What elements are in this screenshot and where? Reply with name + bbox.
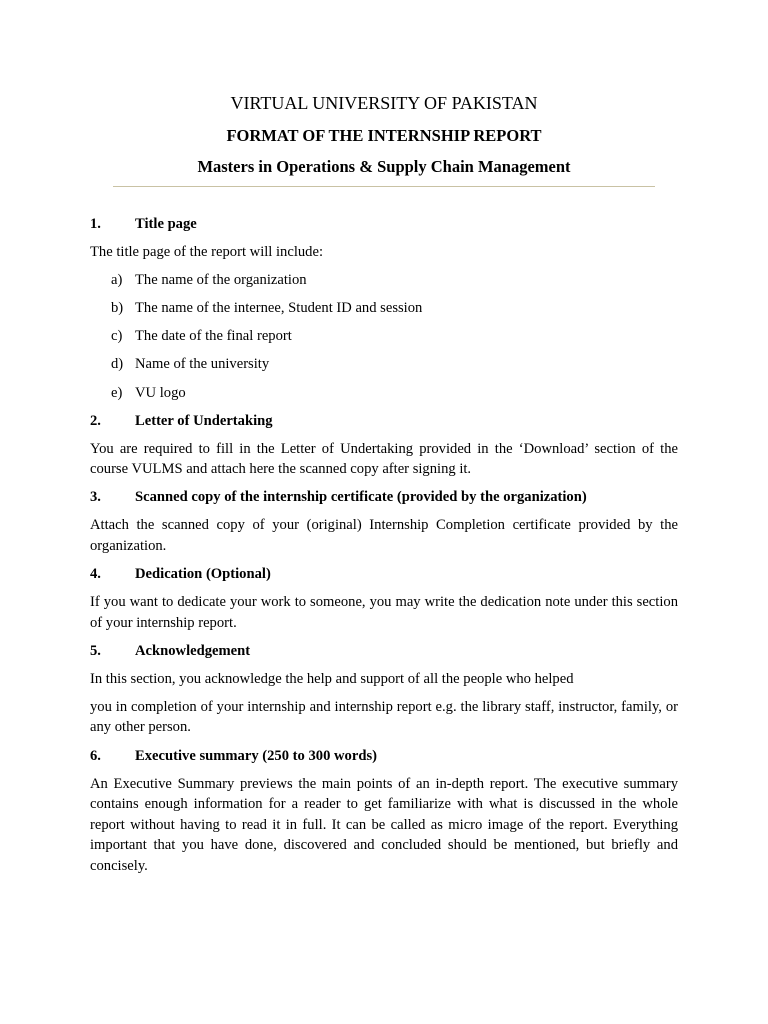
section-title: Acknowledgement — [135, 642, 251, 659]
section-paragraph: you in completion of your internship and internship report e.g. the library staff, instructor, family, or any other person. — [90, 698, 678, 736]
section-paragraph: In this section, you acknowledge the help and support of all the people who helped — [90, 670, 574, 687]
list-item-text: The name of the organization — [135, 272, 307, 289]
list-item-text: The date of the final report — [135, 328, 292, 345]
section-heading-title-page — [90, 214, 678, 235]
section-number: 5. — [90, 642, 101, 659]
section-number: 6. — [90, 747, 101, 764]
title-divider — [113, 186, 655, 187]
list-item-text: VU logo — [135, 384, 186, 401]
section-intro: The title page of the report will include: — [90, 244, 324, 261]
section-title: Dedication (Optional) — [135, 566, 271, 583]
section-number: 2. — [90, 412, 101, 429]
section-number: 3. — [90, 489, 101, 506]
report-format-title: FORMAT OF THE INTERNSHIP REPORT — [226, 126, 542, 145]
list-marker: b) — [111, 300, 124, 317]
list-item — [90, 298, 678, 319]
section-title: Title page — [135, 216, 197, 232]
section-number: 1. — [90, 216, 101, 232]
section-title: Executive summary (250 to 300 words) — [135, 747, 377, 764]
list-item — [90, 270, 678, 291]
list-item — [90, 354, 678, 375]
list-marker: e) — [111, 384, 123, 401]
document-body — [90, 214, 678, 884]
section-paragraph: Attach the scanned copy of your (original) Internship Completion certificate provided by the organization. — [90, 517, 678, 554]
section-heading-executive-summary — [90, 746, 678, 767]
section-paragraph: An Executive Summary previews the main points of an in-depth report. The executive summary contains enough information for a reader to get familiarize with what is discussed in the whole report without having to read it in full. It can be called as micro image of the report. Everything important that you have done, discovered and concluded should be mentioned, but briefly and concisely. — [90, 775, 678, 874]
list-marker: a) — [111, 272, 123, 289]
university-title: VIRTUAL UNIVERSITY OF PAKISTAN — [230, 93, 538, 113]
section-paragraph: You are required to fill in the Letter of Undertaking provided in the ‘Download’ section of the course VULMS and attach here the scanned copy after signing it. — [90, 440, 678, 478]
section-heading-letter-of-undertaking — [90, 411, 678, 432]
section-heading-internship-certificate — [90, 487, 678, 508]
section-title: Scanned copy of the internship certificate (provided by the organization) — [135, 489, 587, 506]
list-marker: d) — [111, 356, 124, 373]
section-heading-acknowledgement — [90, 641, 678, 662]
list-item — [90, 326, 678, 347]
program-title: Masters in Operations & Supply Chain Management — [197, 157, 571, 176]
section-title: Letter of Undertaking — [135, 412, 273, 429]
list-item-text: The name of the internee, Student ID and session — [135, 300, 423, 317]
section-heading-dedication — [90, 564, 678, 585]
section-paragraph: If you want to dedicate your work to someone, you may write the dedication note under this section of your internship report. — [90, 594, 678, 631]
section-number: 4. — [90, 566, 101, 583]
list-item-text: Name of the university — [135, 356, 270, 373]
list-item — [90, 383, 678, 404]
list-marker: c) — [111, 328, 123, 345]
